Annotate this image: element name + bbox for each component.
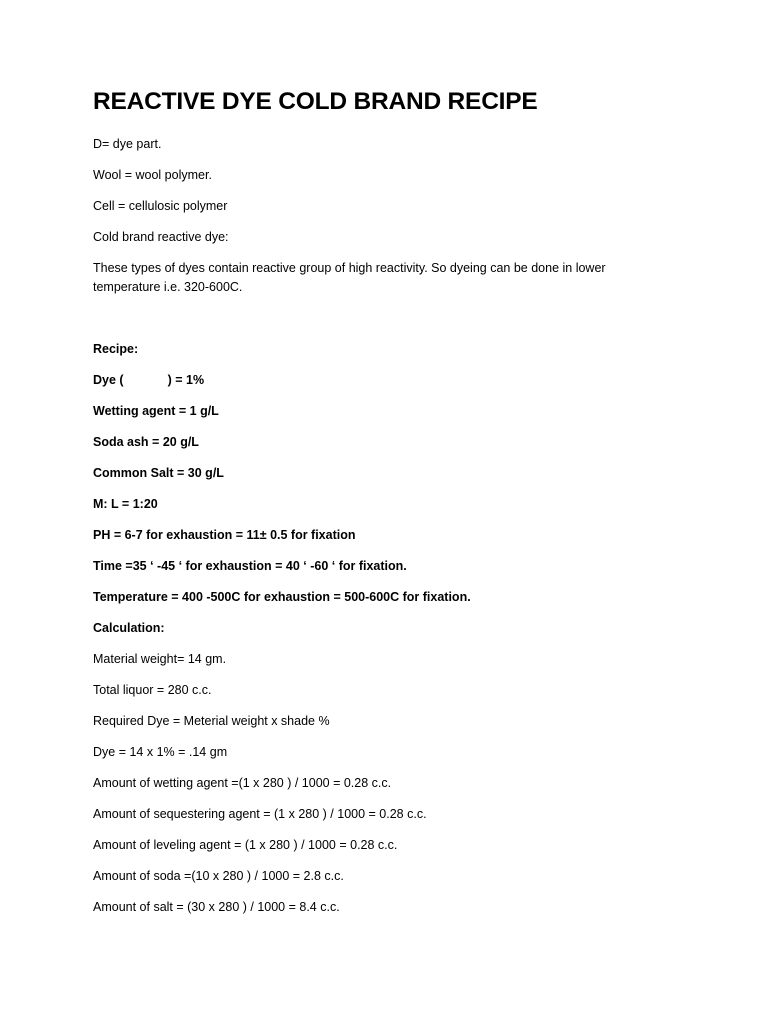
recipe-ph: PH = 6-7 for exhaustion = 11± 0.5 for fixation xyxy=(93,528,356,542)
definition-dye: D= dye part. xyxy=(93,137,162,151)
calculation-total-liquor: Total liquor = 280 c.c. xyxy=(93,683,212,697)
recipe-heading: Recipe: xyxy=(93,342,139,356)
definition-heading: Cold brand reactive dye: xyxy=(93,230,229,244)
recipe-dye-suffix: ) = 1% xyxy=(167,373,205,387)
calculation-sequestering-agent: Amount of sequestering agent = (1 x 280 ) / 1000 = 0.28 c.c. xyxy=(93,807,427,821)
recipe-time: Time =35 ‘ -45 ‘ for exhaustion = 40 ‘ -60 ‘ for fixation. xyxy=(93,559,407,573)
calculation-heading: Calculation: xyxy=(93,621,165,635)
recipe-common-salt: Common Salt = 30 g/L xyxy=(93,466,224,480)
definition-description: These types of dyes contain reactive group of high reactivity. So dyeing can be done in lower temperature i.e. 320-600C. xyxy=(93,261,606,294)
recipe-dye xyxy=(93,371,204,390)
recipe-soda-ash: Soda ash = 20 g/L xyxy=(93,435,199,449)
calculation-wetting-agent: Amount of wetting agent =(1 x 280 ) / 1000 = 0.28 c.c. xyxy=(93,776,392,790)
definition-wool: Wool = wool polymer. xyxy=(93,168,212,182)
calculation-dye-amount: Dye = 14 x 1% = .14 gm xyxy=(93,745,228,759)
calculation-leveling-agent: Amount of leveling agent = (1 x 280 ) / 1000 = 0.28 c.c. xyxy=(93,838,398,852)
calculation-soda: Amount of soda =(10 x 280 ) / 1000 = 2.8 c.c. xyxy=(93,869,344,883)
recipe-wetting-agent: Wetting agent = 1 g/L xyxy=(93,404,219,418)
calculation-salt: Amount of salt = (30 x 280 ) / 1000 = 8.4 c.c. xyxy=(93,900,340,914)
document-title: REACTIVE DYE COLD BRAND RECIPE xyxy=(93,88,538,115)
recipe-ml-ratio: M: L = 1:20 xyxy=(93,497,158,511)
definition-cell: Cell = cellulosic polymer xyxy=(93,199,228,213)
recipe-temperature: Temperature = 400 -500C for exhaustion = 500-600C for fixation. xyxy=(93,590,471,604)
recipe-dye-prefix: Dye ( xyxy=(93,373,124,387)
calculation-required-dye: Required Dye = Meterial weight x shade % xyxy=(93,714,330,728)
calculation-material-weight: Material weight= 14 gm. xyxy=(93,652,227,666)
